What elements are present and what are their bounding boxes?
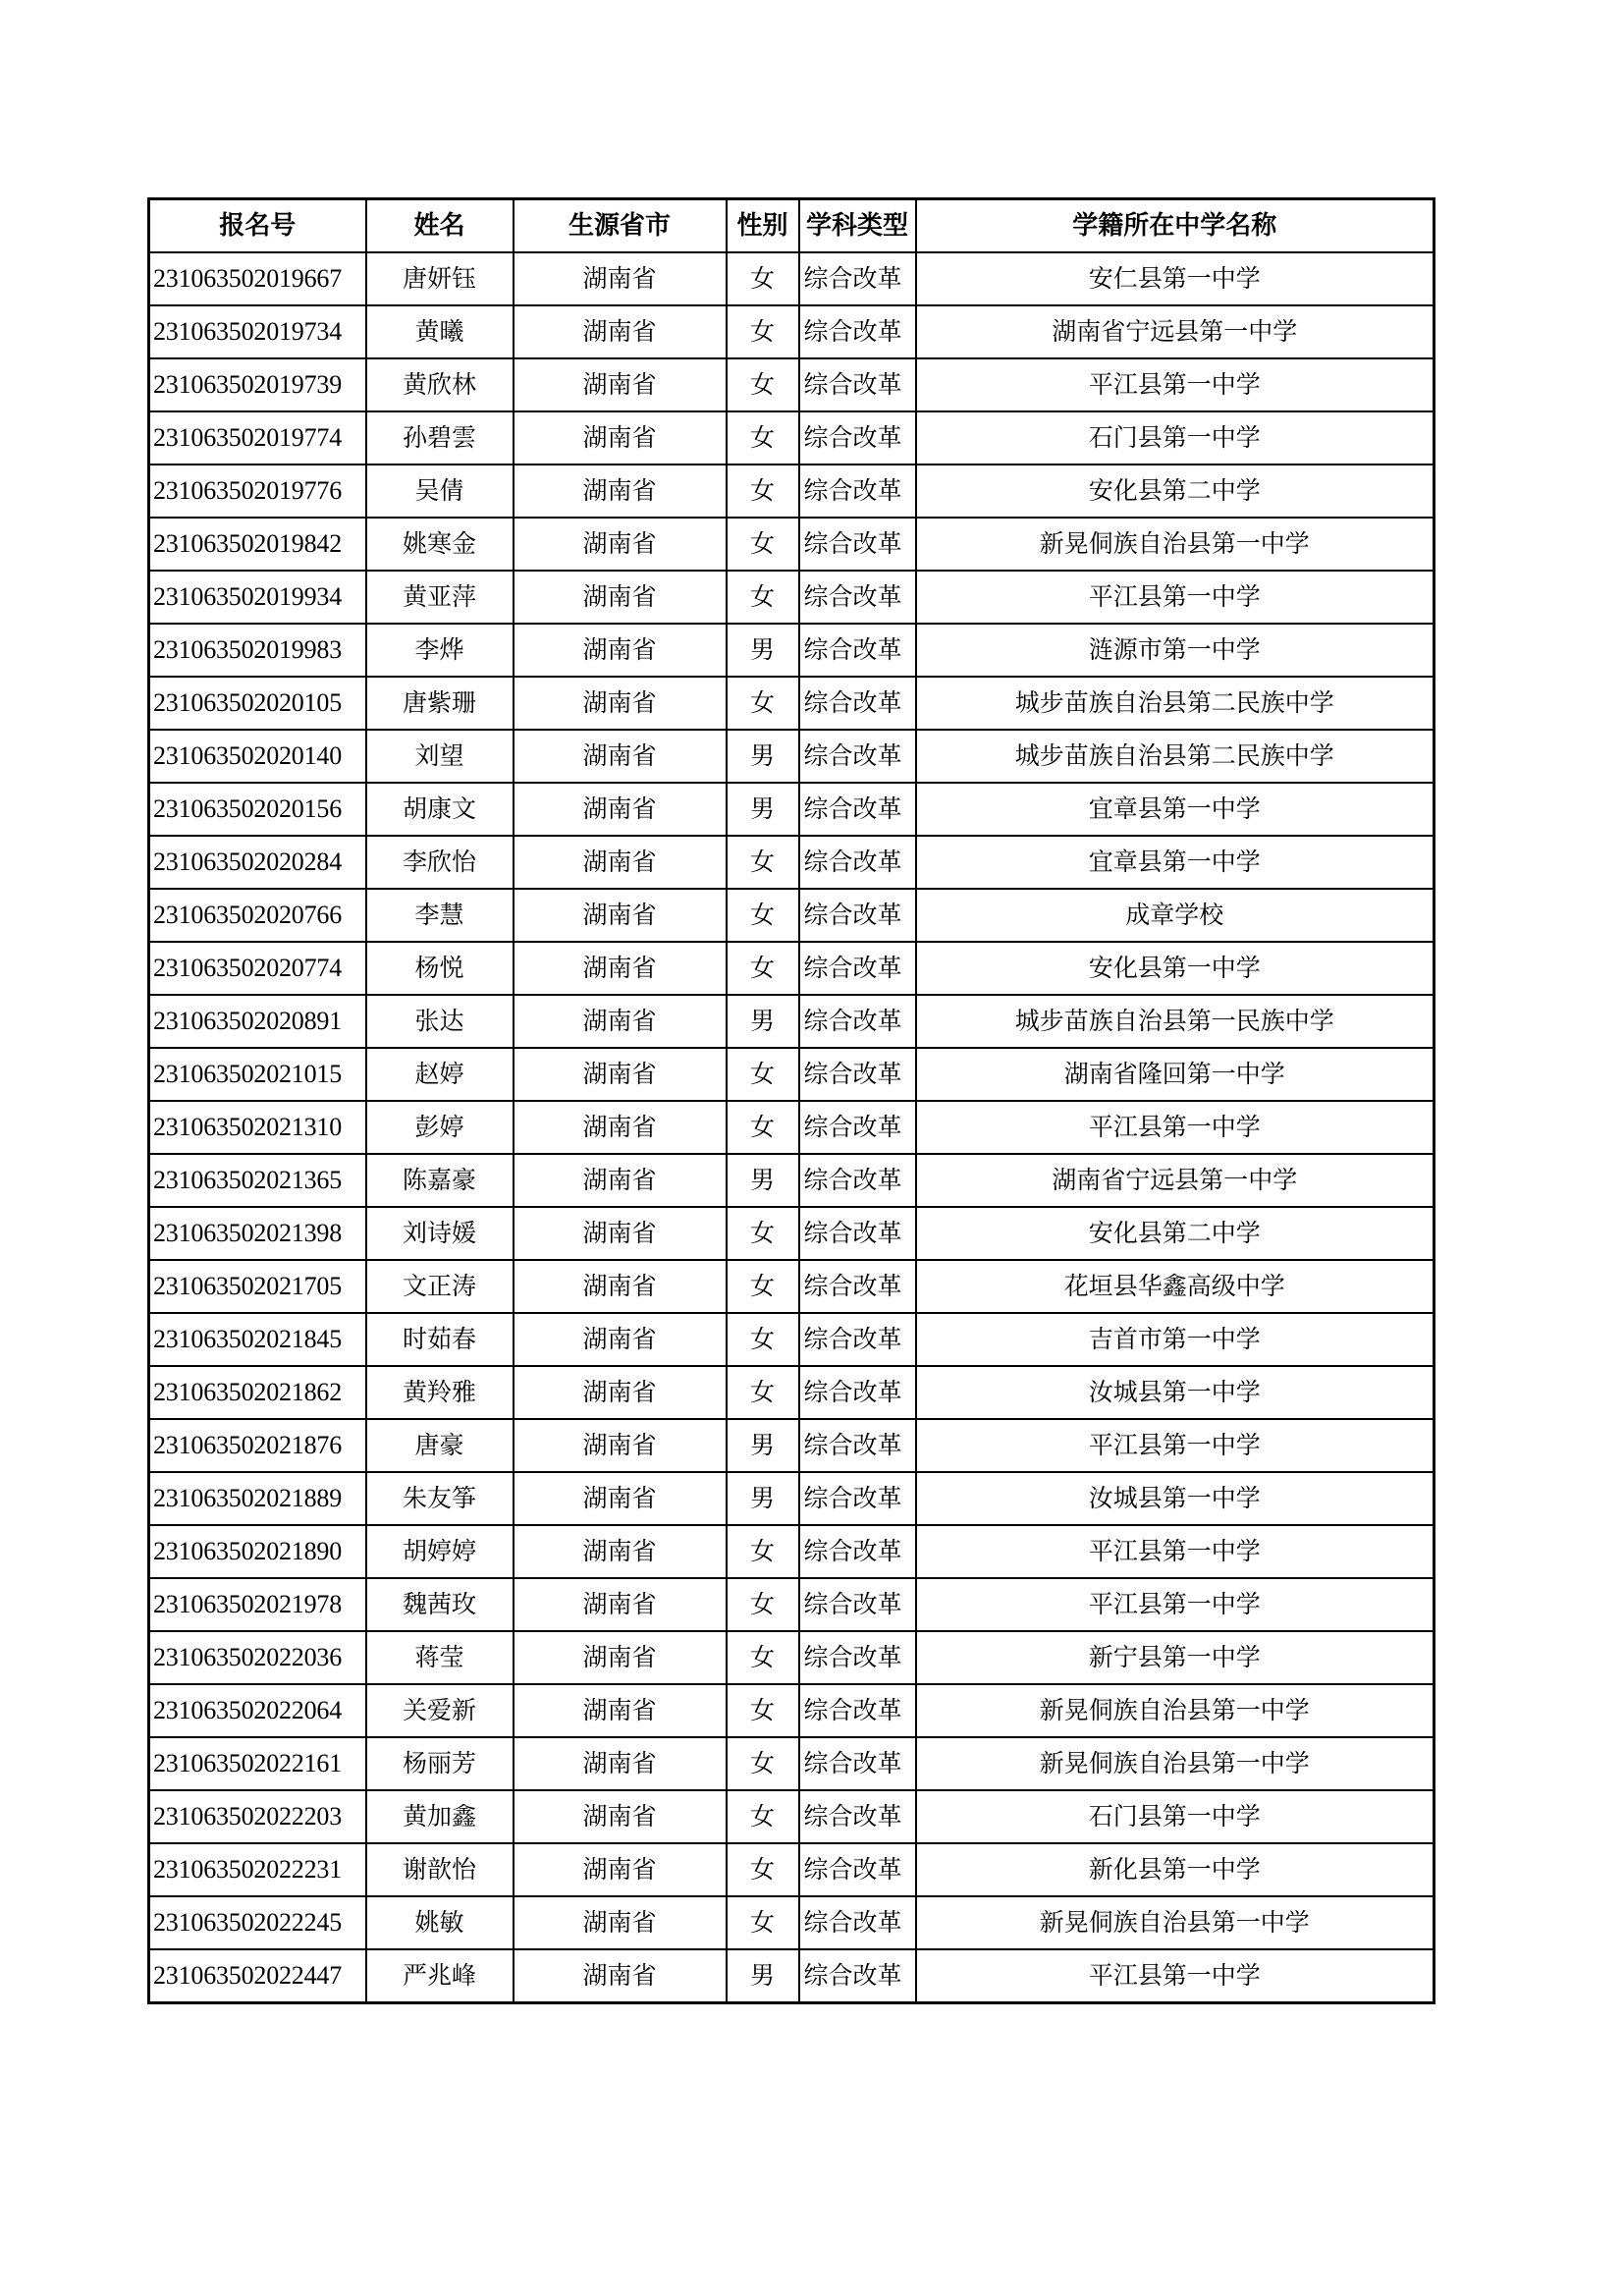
- gender-cell: 女: [727, 836, 799, 889]
- gender-cell: 女: [727, 1843, 799, 1896]
- registration-number-cell: 231063502021705: [149, 1260, 366, 1313]
- column-header-subject-type: 学科类型: [799, 199, 916, 253]
- column-header-name: 姓名: [366, 199, 514, 253]
- gender-cell: 女: [727, 358, 799, 411]
- gender-cell: 女: [727, 1525, 799, 1578]
- registration-number-cell: 231063502022036: [149, 1631, 366, 1684]
- high-school-cell: 平江县第一中学: [916, 1525, 1435, 1578]
- table-row: [149, 1790, 1435, 1843]
- table-row: [149, 836, 1435, 889]
- source-province-cell: 湖南省: [514, 411, 727, 465]
- subject-type-cell: 综合改革: [799, 677, 916, 730]
- gender-cell: 男: [727, 783, 799, 836]
- student-name-cell: 蒋莹: [366, 1631, 514, 1684]
- gender-cell: 女: [727, 1896, 799, 1949]
- subject-type-cell: 综合改革: [799, 1154, 916, 1207]
- gender-cell: 女: [727, 1790, 799, 1843]
- table-row: [149, 1472, 1435, 1525]
- gender-cell: 女: [727, 1737, 799, 1790]
- source-province-cell: 湖南省: [514, 1313, 727, 1366]
- student-name-cell: 黄亚萍: [366, 571, 514, 624]
- source-province-cell: 湖南省: [514, 1843, 727, 1896]
- high-school-cell: 平江县第一中学: [916, 1578, 1435, 1631]
- table-row: [149, 1207, 1435, 1260]
- registration-number-cell: 231063502019983: [149, 624, 366, 677]
- gender-cell: 男: [727, 624, 799, 677]
- source-province-cell: 湖南省: [514, 1260, 727, 1313]
- table-row: [149, 1684, 1435, 1737]
- high-school-cell: 新晃侗族自治县第一中学: [916, 518, 1435, 571]
- source-province-cell: 湖南省: [514, 1048, 727, 1101]
- high-school-cell: 城步苗族自治县第一民族中学: [916, 995, 1435, 1048]
- registration-number-cell: 231063502019776: [149, 465, 366, 518]
- gender-cell: 女: [727, 677, 799, 730]
- student-name-cell: 文正涛: [366, 1260, 514, 1313]
- registration-number-cell: 231063502019734: [149, 305, 366, 358]
- subject-type-cell: 综合改革: [799, 1048, 916, 1101]
- source-province-cell: 湖南省: [514, 1101, 727, 1154]
- student-name-cell: 李欣怡: [366, 836, 514, 889]
- table-row: [149, 1313, 1435, 1366]
- student-name-cell: 黄加鑫: [366, 1790, 514, 1843]
- subject-type-cell: 综合改革: [799, 1896, 916, 1949]
- source-province-cell: 湖南省: [514, 1737, 727, 1790]
- registration-number-cell: 231063502021978: [149, 1578, 366, 1631]
- subject-type-cell: 综合改革: [799, 624, 916, 677]
- table-row: [149, 1419, 1435, 1472]
- source-province-cell: 湖南省: [514, 1631, 727, 1684]
- student-name-cell: 陈嘉豪: [366, 1154, 514, 1207]
- registration-number-cell: 231063502022064: [149, 1684, 366, 1737]
- subject-type-cell: 综合改革: [799, 305, 916, 358]
- registration-number-cell: 231063502022245: [149, 1896, 366, 1949]
- source-province-cell: 湖南省: [514, 1949, 727, 2003]
- registration-number-cell: 231063502020766: [149, 889, 366, 942]
- student-name-cell: 杨丽芳: [366, 1737, 514, 1790]
- high-school-cell: 安化县第二中学: [916, 1207, 1435, 1260]
- table-row: [149, 942, 1435, 995]
- table-row: [149, 252, 1435, 305]
- source-province-cell: 湖南省: [514, 1154, 727, 1207]
- source-province-cell: 湖南省: [514, 1578, 727, 1631]
- subject-type-cell: 综合改革: [799, 1472, 916, 1525]
- registration-number-cell: 231063502020284: [149, 836, 366, 889]
- gender-cell: 女: [727, 1260, 799, 1313]
- table-row: [149, 783, 1435, 836]
- registration-number-cell: 231063502022447: [149, 1949, 366, 2003]
- registration-number-cell: 231063502021862: [149, 1366, 366, 1419]
- subject-type-cell: 综合改革: [799, 1419, 916, 1472]
- student-name-cell: 黄欣林: [366, 358, 514, 411]
- student-name-cell: 彭婷: [366, 1101, 514, 1154]
- source-province-cell: 湖南省: [514, 995, 727, 1048]
- student-name-cell: 唐紫珊: [366, 677, 514, 730]
- student-name-cell: 谢歆怡: [366, 1843, 514, 1896]
- registration-number-cell: 231063502019667: [149, 252, 366, 305]
- high-school-cell: 新化县第一中学: [916, 1843, 1435, 1896]
- student-name-cell: 吴倩: [366, 465, 514, 518]
- gender-cell: 男: [727, 995, 799, 1048]
- registration-number-cell: 231063502022161: [149, 1737, 366, 1790]
- high-school-cell: 城步苗族自治县第二民族中学: [916, 677, 1435, 730]
- student-name-cell: 李慧: [366, 889, 514, 942]
- table-row: [149, 305, 1435, 358]
- source-province-cell: 湖南省: [514, 836, 727, 889]
- subject-type-cell: 综合改革: [799, 252, 916, 305]
- source-province-cell: 湖南省: [514, 305, 727, 358]
- gender-cell: 女: [727, 411, 799, 465]
- source-province-cell: 湖南省: [514, 1525, 727, 1578]
- table-row: [149, 1949, 1435, 2003]
- registration-number-cell: 231063502020105: [149, 677, 366, 730]
- gender-cell: 女: [727, 571, 799, 624]
- source-province-cell: 湖南省: [514, 571, 727, 624]
- high-school-cell: 石门县第一中学: [916, 411, 1435, 465]
- source-province-cell: 湖南省: [514, 1472, 727, 1525]
- subject-type-cell: 综合改革: [799, 1843, 916, 1896]
- table-row: [149, 624, 1435, 677]
- table-row: [149, 571, 1435, 624]
- registration-number-cell: 231063502021876: [149, 1419, 366, 1472]
- student-name-cell: 李烨: [366, 624, 514, 677]
- student-name-cell: 孙碧雲: [366, 411, 514, 465]
- source-province-cell: 湖南省: [514, 518, 727, 571]
- subject-type-cell: 综合改革: [799, 411, 916, 465]
- gender-cell: 女: [727, 1207, 799, 1260]
- subject-type-cell: 综合改革: [799, 571, 916, 624]
- high-school-cell: 安化县第一中学: [916, 942, 1435, 995]
- student-name-cell: 魏茜玫: [366, 1578, 514, 1631]
- high-school-cell: 汝城县第一中学: [916, 1472, 1435, 1525]
- student-name-cell: 赵婷: [366, 1048, 514, 1101]
- high-school-cell: 湖南省宁远县第一中学: [916, 305, 1435, 358]
- source-province-cell: 湖南省: [514, 1896, 727, 1949]
- student-name-cell: 时茹春: [366, 1313, 514, 1366]
- high-school-cell: 涟源市第一中学: [916, 624, 1435, 677]
- column-header-source-province: 生源省市: [514, 199, 727, 253]
- high-school-cell: 安化县第二中学: [916, 465, 1435, 518]
- table-row: [149, 1048, 1435, 1101]
- subject-type-cell: 综合改革: [799, 1207, 916, 1260]
- gender-cell: 女: [727, 1684, 799, 1737]
- table-row: [149, 411, 1435, 465]
- source-province-cell: 湖南省: [514, 730, 727, 783]
- table-row: [149, 1631, 1435, 1684]
- high-school-cell: 汝城县第一中学: [916, 1366, 1435, 1419]
- gender-cell: 男: [727, 1949, 799, 2003]
- registration-number-cell: 231063502021310: [149, 1101, 366, 1154]
- high-school-cell: 平江县第一中学: [916, 358, 1435, 411]
- column-header-high-school: 学籍所在中学名称: [916, 199, 1435, 253]
- registration-number-cell: 231063502021890: [149, 1525, 366, 1578]
- gender-cell: 女: [727, 1313, 799, 1366]
- table-row: [149, 889, 1435, 942]
- table-row: [149, 1896, 1435, 1949]
- subject-type-cell: 综合改革: [799, 1949, 916, 2003]
- high-school-cell: 花垣县华鑫高级中学: [916, 1260, 1435, 1313]
- student-name-cell: 杨悦: [366, 942, 514, 995]
- high-school-cell: 湖南省隆回第一中学: [916, 1048, 1435, 1101]
- table-row: [149, 1260, 1435, 1313]
- table-row: [149, 1101, 1435, 1154]
- high-school-cell: 吉首市第一中学: [916, 1313, 1435, 1366]
- registration-number-cell: 231063502021015: [149, 1048, 366, 1101]
- student-name-cell: 关爱新: [366, 1684, 514, 1737]
- registration-number-cell: 231063502022203: [149, 1790, 366, 1843]
- source-province-cell: 湖南省: [514, 677, 727, 730]
- table-row: [149, 1737, 1435, 1790]
- gender-cell: 女: [727, 305, 799, 358]
- high-school-cell: 平江县第一中学: [916, 1101, 1435, 1154]
- student-name-cell: 姚寒金: [366, 518, 514, 571]
- gender-cell: 女: [727, 1578, 799, 1631]
- student-name-cell: 刘诗媛: [366, 1207, 514, 1260]
- registration-number-cell: 231063502019934: [149, 571, 366, 624]
- student-name-cell: 刘望: [366, 730, 514, 783]
- registration-number-cell: 231063502021845: [149, 1313, 366, 1366]
- subject-type-cell: 综合改革: [799, 518, 916, 571]
- high-school-cell: 石门县第一中学: [916, 1790, 1435, 1843]
- source-province-cell: 湖南省: [514, 252, 727, 305]
- student-name-cell: 朱友筝: [366, 1472, 514, 1525]
- table-body: [149, 252, 1435, 2003]
- high-school-cell: 新晃侗族自治县第一中学: [916, 1684, 1435, 1737]
- gender-cell: 男: [727, 1154, 799, 1207]
- registration-number-cell: 231063502020156: [149, 783, 366, 836]
- source-province-cell: 湖南省: [514, 1790, 727, 1843]
- source-province-cell: 湖南省: [514, 1207, 727, 1260]
- gender-cell: 女: [727, 1101, 799, 1154]
- student-name-cell: 张达: [366, 995, 514, 1048]
- gender-cell: 男: [727, 730, 799, 783]
- student-name-cell: 黄羚雅: [366, 1366, 514, 1419]
- table-row: [149, 1578, 1435, 1631]
- subject-type-cell: 综合改革: [799, 465, 916, 518]
- student-name-cell: 严兆峰: [366, 1949, 514, 2003]
- table-row: [149, 1525, 1435, 1578]
- table-header-row: [149, 199, 1435, 253]
- subject-type-cell: 综合改革: [799, 995, 916, 1048]
- source-province-cell: 湖南省: [514, 465, 727, 518]
- source-province-cell: 湖南省: [514, 942, 727, 995]
- source-province-cell: 湖南省: [514, 783, 727, 836]
- high-school-cell: 平江县第一中学: [916, 571, 1435, 624]
- gender-cell: 女: [727, 1048, 799, 1101]
- registration-number-cell: 231063502021365: [149, 1154, 366, 1207]
- subject-type-cell: 综合改革: [799, 1101, 916, 1154]
- gender-cell: 女: [727, 1366, 799, 1419]
- subject-type-cell: 综合改革: [799, 1737, 916, 1790]
- subject-type-cell: 综合改革: [799, 1578, 916, 1631]
- subject-type-cell: 综合改革: [799, 1260, 916, 1313]
- gender-cell: 女: [727, 252, 799, 305]
- subject-type-cell: 综合改革: [799, 942, 916, 995]
- table-row: [149, 358, 1435, 411]
- column-header-gender: 性别: [727, 199, 799, 253]
- gender-cell: 女: [727, 1631, 799, 1684]
- registration-number-cell: 231063502019774: [149, 411, 366, 465]
- gender-cell: 男: [727, 1472, 799, 1525]
- table-row: [149, 1366, 1435, 1419]
- table-row: [149, 1843, 1435, 1896]
- registration-number-cell: 231063502020774: [149, 942, 366, 995]
- high-school-cell: 平江县第一中学: [916, 1419, 1435, 1472]
- registration-number-cell: 231063502020891: [149, 995, 366, 1048]
- high-school-cell: 湖南省宁远县第一中学: [916, 1154, 1435, 1207]
- high-school-cell: 新宁县第一中学: [916, 1631, 1435, 1684]
- high-school-cell: 宜章县第一中学: [916, 783, 1435, 836]
- gender-cell: 男: [727, 1419, 799, 1472]
- table-row: [149, 730, 1435, 783]
- student-name-cell: 黄曦: [366, 305, 514, 358]
- student-name-cell: 胡婷婷: [366, 1525, 514, 1578]
- gender-cell: 女: [727, 465, 799, 518]
- table-row: [149, 1154, 1435, 1207]
- registration-number-cell: 231063502019739: [149, 358, 366, 411]
- student-name-cell: 姚敏: [366, 1896, 514, 1949]
- high-school-cell: 新晃侗族自治县第一中学: [916, 1896, 1435, 1949]
- subject-type-cell: 综合改革: [799, 889, 916, 942]
- high-school-cell: 成章学校: [916, 889, 1435, 942]
- gender-cell: 女: [727, 889, 799, 942]
- registration-number-cell: 231063502019842: [149, 518, 366, 571]
- subject-type-cell: 综合改革: [799, 1631, 916, 1684]
- source-province-cell: 湖南省: [514, 889, 727, 942]
- subject-type-cell: 综合改革: [799, 1790, 916, 1843]
- subject-type-cell: 综合改革: [799, 1525, 916, 1578]
- high-school-cell: 安仁县第一中学: [916, 252, 1435, 305]
- subject-type-cell: 综合改革: [799, 783, 916, 836]
- subject-type-cell: 综合改革: [799, 1684, 916, 1737]
- registration-number-cell: 231063502021889: [149, 1472, 366, 1525]
- high-school-cell: 平江县第一中学: [916, 1949, 1435, 2003]
- gender-cell: 女: [727, 942, 799, 995]
- high-school-cell: 宜章县第一中学: [916, 836, 1435, 889]
- source-province-cell: 湖南省: [514, 358, 727, 411]
- source-province-cell: 湖南省: [514, 1366, 727, 1419]
- table-row: [149, 995, 1435, 1048]
- high-school-cell: 城步苗族自治县第二民族中学: [916, 730, 1435, 783]
- admission-roster-table: [147, 197, 1435, 2004]
- student-name-cell: 胡康文: [366, 783, 514, 836]
- subject-type-cell: 综合改革: [799, 836, 916, 889]
- subject-type-cell: 综合改革: [799, 1313, 916, 1366]
- source-province-cell: 湖南省: [514, 1684, 727, 1737]
- source-province-cell: 湖南省: [514, 1419, 727, 1472]
- table-row: [149, 518, 1435, 571]
- table-row: [149, 465, 1435, 518]
- student-name-cell: 唐妍钰: [366, 252, 514, 305]
- gender-cell: 女: [727, 518, 799, 571]
- subject-type-cell: 综合改革: [799, 1366, 916, 1419]
- column-header-registration-number: 报名号: [149, 199, 366, 253]
- high-school-cell: 新晃侗族自治县第一中学: [916, 1737, 1435, 1790]
- registration-number-cell: 231063502021398: [149, 1207, 366, 1260]
- registration-number-cell: 231063502020140: [149, 730, 366, 783]
- table-row: [149, 677, 1435, 730]
- registration-number-cell: 231063502022231: [149, 1843, 366, 1896]
- subject-type-cell: 综合改革: [799, 730, 916, 783]
- subject-type-cell: 综合改革: [799, 358, 916, 411]
- student-name-cell: 唐豪: [366, 1419, 514, 1472]
- source-province-cell: 湖南省: [514, 624, 727, 677]
